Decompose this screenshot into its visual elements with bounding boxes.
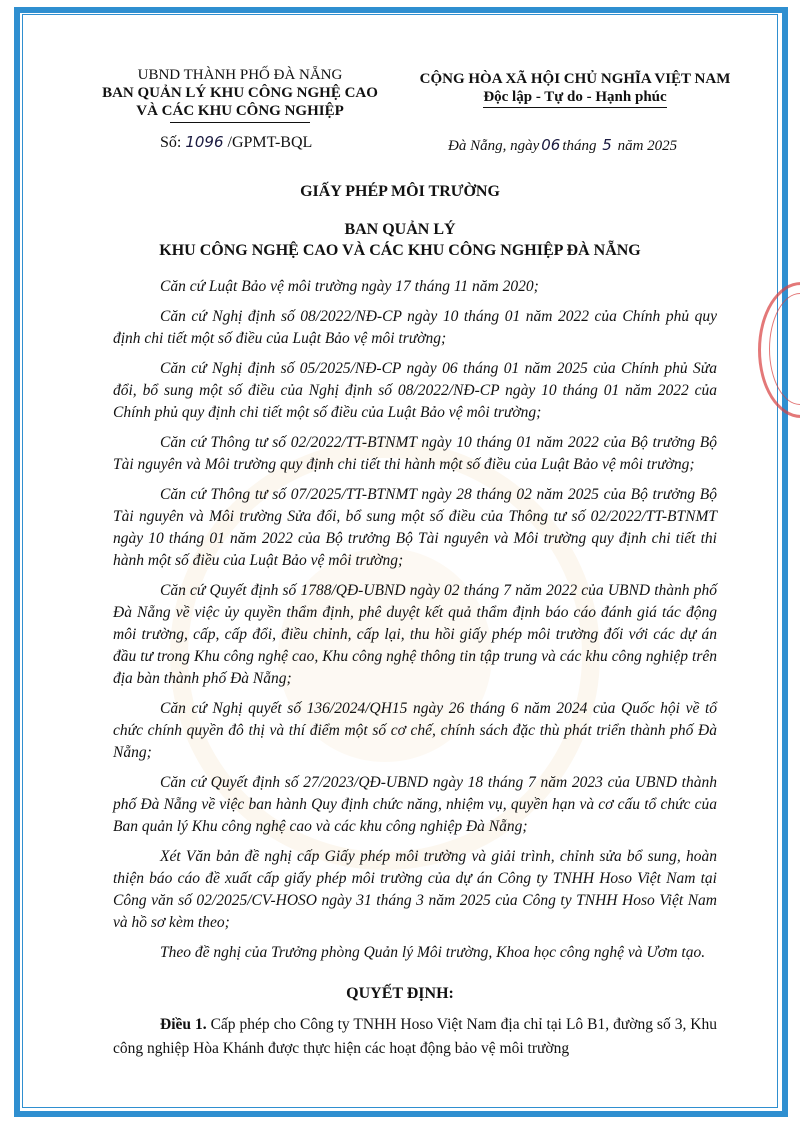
agency-line-3: VÀ CÁC KHU CÔNG NGHIỆP xyxy=(136,103,344,119)
agency-header xyxy=(80,66,400,123)
date-mid: tháng xyxy=(562,138,597,154)
agency-line-1: UBND THÀNH PHỐ ĐÀ NẴNG xyxy=(137,67,343,83)
article-1-text: Cấp phép cho Công ty TNHH Hoso Việt Nam địa chỉ tại Lô B1, đường số 3, Khu công nghiệp Hòa Khánh được thực hiện các hoạt động bảo vệ môi trường xyxy=(113,1016,718,1057)
issue-date xyxy=(448,136,677,155)
legal-basis: Theo đề nghị của Trưởng phòng Quản lý Môi trường, Khoa học công nghệ và Ươm tạo. xyxy=(160,944,706,961)
legal-basis: Căn cứ Luật Bảo vệ môi trường ngày 17 tháng 11 năm 2020; xyxy=(160,278,539,295)
national-header xyxy=(405,70,745,108)
document-title: GIẤY PHÉP MÔI TRƯỜNG xyxy=(300,183,500,200)
legal-basis: Căn cứ Thông tư số 02/2022/TT-BTNMT ngày 10 tháng 01 năm 2022 của Bộ trưởng Bộ Tài nguyên và Môi trường quy định chi tiết thi hành một số điều của Luật Bảo vệ môi trường; xyxy=(113,434,717,473)
agency-line-2: BAN QUẢN LÝ KHU CÔNG NGHỆ CAO xyxy=(102,85,378,101)
country-name: CỘNG HÒA XÃ HỘI CHỦ NGHĨA VIỆT NAM xyxy=(419,71,731,87)
country-motto: Độc lập - Tự do - Hạnh phúc xyxy=(483,88,666,108)
decision-heading: QUYẾT ĐỊNH: xyxy=(346,985,454,1002)
doc-number-handwritten: 1096 xyxy=(185,133,224,151)
doc-number-suffix: /GPMT-BQL xyxy=(227,134,313,151)
date-suffix: năm 2025 xyxy=(617,138,678,154)
date-month: 5 xyxy=(602,136,612,154)
agency-underline xyxy=(170,122,310,123)
article-1-label: Điều 1. xyxy=(160,1016,207,1033)
date-day: 06 xyxy=(541,136,561,154)
legal-basis: Căn cứ Thông tư số 07/2025/TT-BTNMT ngày 28 tháng 02 năm 2025 của Bộ trưởng Bộ Tài nguyên và Môi trường Sửa đổi, bổ sung một số điều của Thông tư số 02/2022/TT-BTNMT ngày 10 tháng 01 năm 2022 của Bộ trưởng Bộ Tài nguyên và Môi trường quy định chi tiết thi hành một số điều của Luật Bảo vệ môi trường; xyxy=(113,486,717,569)
legal-basis: Căn cứ Nghị định số 05/2025/NĐ-CP ngày 06 tháng 01 năm 2025 của Chính phủ Sửa đổi, bổ sung một số điều của Nghị định số 08/2022/NĐ-CP ngày 10 tháng 01 năm 2022 của Chính phủ quy định chi tiết một số điều của Luật Bảo vệ môi trường; xyxy=(113,360,717,421)
legal-bases xyxy=(113,276,717,972)
legal-basis: Căn cứ Quyết định số 27/2023/QĐ-UBND ngày 18 tháng 7 năm 2023 của UBND thành phố Đà Nẵng về việc ban hành Quy định chức năng, nhiệm vụ, quyền hạn và cơ cấu tổ chức của Ban quản lý Khu công nghệ cao và các khu công nghiệp Đà Nẵng; xyxy=(113,774,717,835)
document-number xyxy=(160,133,312,152)
legal-basis: Xét Văn bản đề nghị cấp Giấy phép môi trường và giải trình, chỉnh sửa bổ sung, hoàn thiện báo cáo đề xuất cấp giấy phép môi trường của dự án Công ty TNHH Hoso Việt Nam tại Công văn số 02/2025/CV-HOSO ngày 31 tháng 3 năm 2025 của Công ty TNHH Hoso Việt Nam và hồ sơ kèm theo; xyxy=(113,848,717,931)
issuer-line-1: BAN QUẢN LÝ xyxy=(344,221,456,238)
date-prefix: Đà Nẵng, ngày xyxy=(448,138,540,154)
issuer-line-2: KHU CÔNG NGHỆ CAO VÀ CÁC KHU CÔNG NGHIỆP ĐÀ NẴNG xyxy=(159,242,641,259)
doc-number-prefix: Số: xyxy=(160,134,182,151)
legal-basis: Căn cứ Nghị quyết số 136/2024/QH15 ngày 26 tháng 6 năm 2024 của Quốc hội về tổ chức chính quyền đô thị và thí điểm một số cơ chế, chính sách đặc thù phát triển thành phố Đà Nẵng; xyxy=(113,700,717,761)
legal-basis: Căn cứ Nghị định số 08/2022/NĐ-CP ngày 10 tháng 01 năm 2022 của Chính phủ quy định chi tiết một số điều của Luật Bảo vệ môi trường; xyxy=(113,308,717,347)
legal-basis: Căn cứ Quyết định số 1788/QĐ-UBND ngày 02 tháng 7 năm 2022 của UBND thành phố Đà Nẵng về việc ủy quyền thẩm định, phê duyệt kết quả thẩm định báo cáo đánh giá tác động môi trường, cấp, cấp đổi, điều chỉnh, cấp lại, thu hồi giấy phép môi trường đối với các dự án đầu tư trong Khu công nghệ cao, Khu công nghệ thông tin tập trung và các khu công nghiệp trên địa bàn thành phố Đà Nẵng; xyxy=(113,582,717,687)
article-1 xyxy=(113,1013,717,1061)
